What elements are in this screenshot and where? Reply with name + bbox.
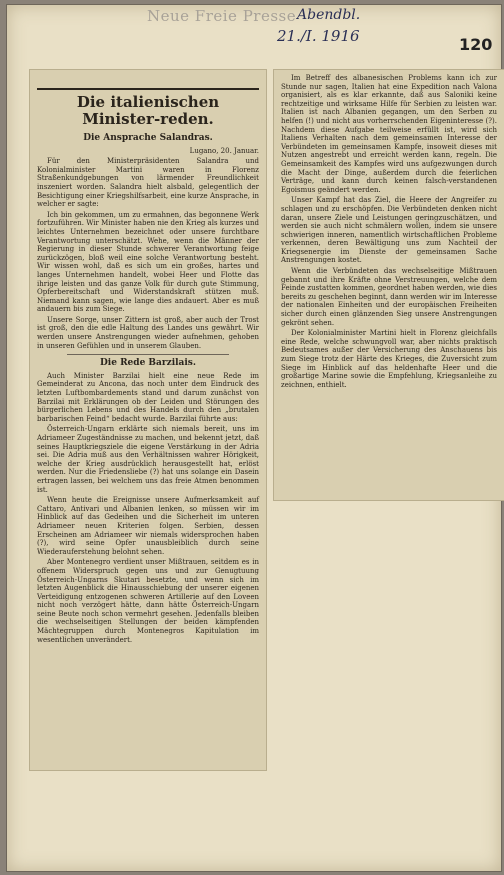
paragraph: Österreich-Ungarn erklärte sich niemals bereit, uns im Adriameer Zugeständnisse zu machen, und bekennt jetzt, daß seines Hauptkriegsziele die eigene Verstärkung in der Adria sei. Die Adria muß aus den Verhältnissen wahrer Hörigkeit, welche der Krieg ausdrücklich herausgestellt hat, erlöst werden. Nur die Friedensliebe (?) hat uns solange ein Dasein ertragen lassen, bei welchem uns das freie Atmen benommen ist. xyxy=(37,425,259,494)
paragraph: Unser Kampf hat das Ziel, die Heere der Angreifer zu schlagen und zu erschöpfen. Die Verbündeten denken nicht daran, unsere Ziele und Leistungen geringzuschätzen, und werden sie auch nicht schmälern wollen, indem sie unsere schwierigen inneren, namentlich wirtschaftlichen Probleme verkennen, deren Bewältigung uns zum Nachteil der Kriegsenergie im Dienste der gemeinsamen Sache Anstrengungen kostet. xyxy=(281,196,497,265)
article-dateline: Lugano, 20. Januar. xyxy=(189,146,259,155)
paragraph: Unsere Sorge, unser Zittern ist groß, aber auch der Trost ist groß, den die edle Haltung des Landes uns gewährt. Wir werden unsere Anstrengungen wieder aufnehmen, gehoben in unseren Gefühlen und in unserem Glauben. xyxy=(37,315,259,350)
paragraph: Der Kolonialminister Martini hielt in Florenz gleichfalls eine Rede, welche schwungvoll war, aber nichts praktisch Bedeutsames außer der Versicherung des Anschauens bis zum Siege trotz der Härte des Krieges, die Zuversicht zum Siege im Hinblick auf das heldenhafte Heer und die großartige Marine sowie die Empfehlung, Kriegsanleihe zu zeichnen, enthielt. xyxy=(281,329,497,389)
article-subhead: Die Ansprache Salandras. xyxy=(83,133,213,143)
paragraph: Ich bin gekommen, um zu ermahnen, das begonnene Werk fortzuführen. Wir Minister haben nie den Krieg als kurzes und leichtes Unternehmen bezeichnet oder unsere furchtbare Verantwortung unterschätzt. Wehe, wenn die Männer der Regierung in dieser Stunde schwerer Verantwortung feige zurückzögen, bloß weil eine solche Verantwortung besteht. Wir wissen wohl, daß es sich um ein großes, hartes und langes Unternehmen handelt, wobei Heer und Flotte das ihrige leisten und das ganze Volk für durch gute Stimmung, Opferbereitschaft und Widerstandskraft stützen muß. Niemand kann sagen, wie lange dies andauert. Aber es muß andauern bis zum Siege. xyxy=(37,210,260,314)
article-column-left xyxy=(30,70,266,650)
article-column-right xyxy=(274,70,504,395)
paragraph: Wenn die Verbündeten das wechselseitige Mißtrauen gebannt und ihre Kräfte ohne Verstreuungen, welche dem Feinde zustatten kommen, geordnet haben werden, wie dies bereits zu geschehen beginnt, dann werden wir im Interesse der nationalen Einheiten und der europäischen Freiheiten sicher durch einen glänzenden Sieg unsere Anstrengungen gekrönt sehen. xyxy=(281,267,497,327)
handwritten-date-note: 21./I. 1916 xyxy=(277,27,360,45)
clipping-left-column xyxy=(29,69,267,771)
paragraph: Im Betreff des albanesischen Problems kann ich zur Stunde nur sagen, Italien hat eine Expedition nach Valona organisiert, als es klar erkannte, daß aus Saloniki keine rechtzeitige und wirksame Hilfe für Serbien zu leisten war. Italien ist nach Albanien gegangen, um den Serben zu helfen (!) und nicht aus vorherrschenden Eigeninteresse (?). Nachdem diese Aufgabe teilweise erfüllt ist, wird sich Italiens Verhalten nach dem gemeinsamen Interesse der Verbündeten im gemeinsamen Kampfe, insoweit dieses mit Nutzen angestrebt und erreicht werden kann, regeln. Die Gemeinsamkeit des Kampfes wird uns aufgezwungen durch die Macht der Dinge, außerdem durch die feierlichen Verträge, und kann durch keinen falsch-verstandenen Egoismus geändert werden. xyxy=(281,74,497,194)
newspaper-clipping-sheet xyxy=(6,4,502,872)
paragraph: Für den Ministerpräsidenten Salandra und Kolonialminister Martini waren in Florenz Straßenkundgebungen von lärmender Freundlichkeit inszeniert worden. Salandra hielt alsbald, gelegentlich der Besichtigung einer Kriegshilfsarbeit, eine kurze Ansprache, in welcher er sagte: xyxy=(37,157,259,209)
clipping-right-column xyxy=(273,69,504,501)
masthead-stamp: Neue Freie Presse xyxy=(147,7,297,25)
page-number: 120 xyxy=(459,35,493,54)
section-divider xyxy=(67,354,229,355)
article-subhead-2: Die Rede Barzilais. xyxy=(99,358,197,369)
paragraph: Aber Montenegro verdient unser Mißtrauen, seitdem es in offenem Widerspruch gegen uns und zur Genugtuung Österreich-Ungarns Skutari besetzte, und wenn sich im letzten Augenblick die Hinausschiebung der unserer eigenen Verteidigung entzogenen schweren Artillerie auf den Loveen nicht noch verzögert hätte, dann hätte Österreich-Ungarn seine Beute noch schon vermehrt gesehen. Jedenfalls bleiben die wechselseitigen Stellungen der beiden kämpfenden Mächtegruppen durch Montenegros Kapitulation im wesentlichen unverändert. xyxy=(37,558,259,644)
paragraph: Auch Minister Barzilai hielt eine neue Rede im Gemeinderat zu Ancona, das noch unter dem Eindruck des letzten Luftbombardements stand und darum zunächst von Barzilai mit Erklärungen ob der Leiden und Störungen des bürgerlichen Lebens und des Handels durch den „brutalen barbarischen Feind“ bedacht wurde. Barzilai führte aus: xyxy=(37,371,259,423)
handwritten-source-note: Abendbl. xyxy=(297,7,361,23)
paragraph: Wenn heute die Ereignisse unsere Aufmerksamkeit auf Cattaro, Antivari und Albanien lenken, so müssen wir im Hinblick auf das Gedeihen und die Sicherheit im unteren Adriameer neuen Kriterien folgen. Serbien, dessen Erscheinen am Adriameer wir niemals widersprochen haben (?), wird seine Opfer unausbleiblich durch seine Wiederauferstehung belohnt sehen. xyxy=(37,496,259,556)
article-headline: Die italienischen Minister-reden. xyxy=(37,88,259,128)
